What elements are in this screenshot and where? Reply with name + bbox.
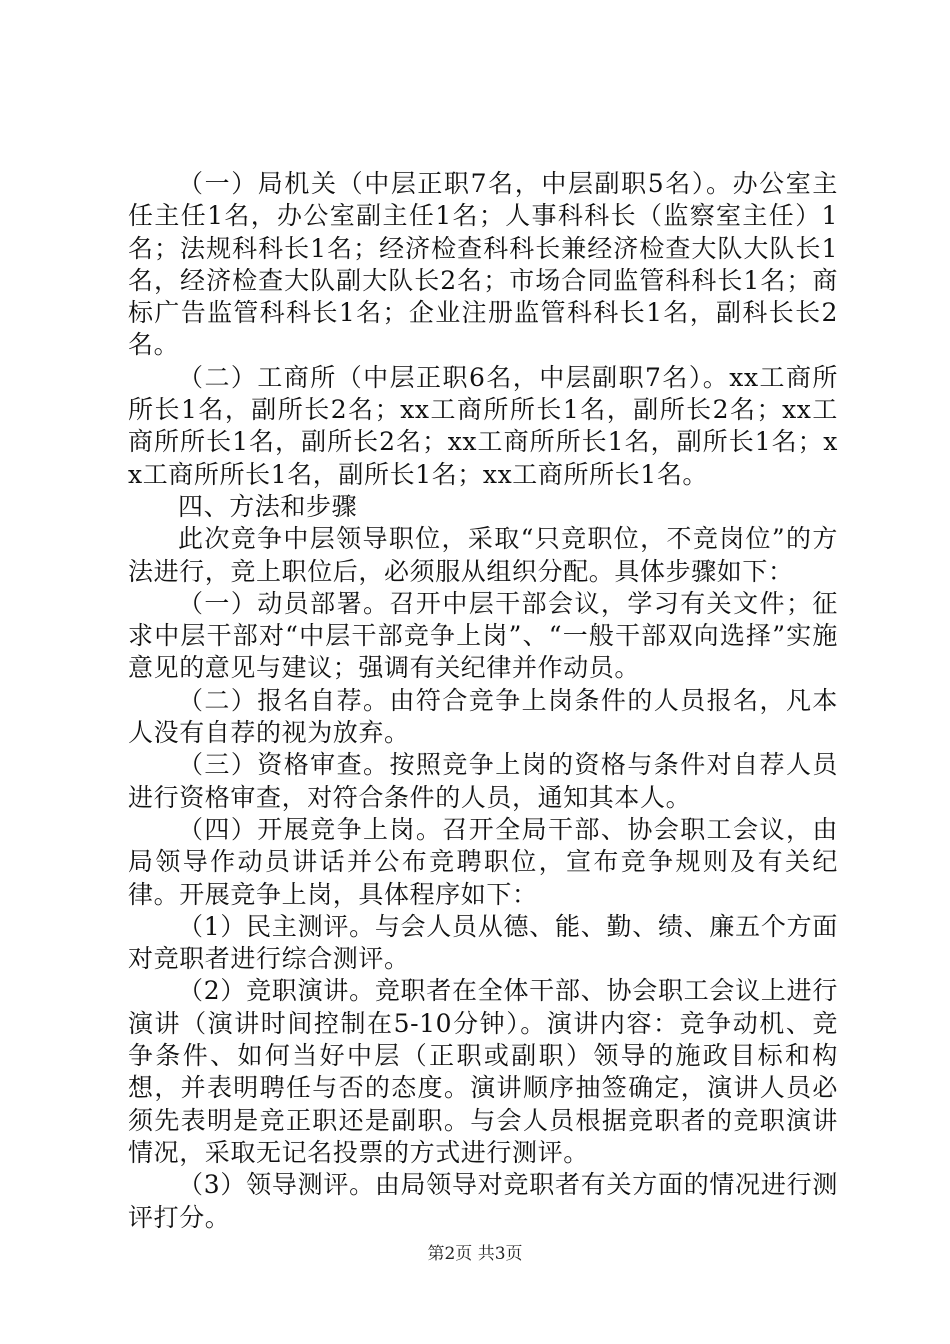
paragraph-step-registration: （二）报名自荐。由符合竞争上岗条件的人员报名，凡本人没有自荐的视为放弃。: [128, 685, 838, 748]
paragraph-step-mobilization: （一）动员部署。召开中层干部会议，学习有关文件；征求中层干部对“中层干部竞争上岗”、“一般干部双向选择”实施意见的意见与建议；强调有关纪律并作动员。: [128, 588, 838, 683]
paragraph-step-qualification: （三）资格审查。按照竞争上岗的资格与条件对自荐人员进行资格审查，对符合条件的人员，通知其本人。: [128, 750, 838, 812]
paragraph-business-station: （二）工商所（中层正职6名，中层副职7名）。xx工商所所长1名，副所长2名；xx工商所所长1名，副所长2名；xx工商所所长1名，副所长2名；xx工商所所长1名，副所长1名；xx工商所所长1名，副所长1名；xx工商所所长1名。: [128, 362, 838, 489]
section-heading-methods: 四、方法和步骤: [178, 491, 358, 521]
paragraph-procedure-speech: （2）竞职演讲。竞职者在全体干部、协会职工会议上进行演讲（演讲时间控制在5-10分钟）。演讲内容：竞争动机、竞争条件、如何当好中层（正职或副职）领导的施政目标和构想，并表明聘任与否的态度。演讲顺序抽签确定，演讲人员必须先表明是竞正职还是副职。与会人员根据竞职者的竞职演讲情况，采取无记名投票的方式进行测评。: [128, 976, 838, 1167]
paragraph-step-competition: （四）开展竞争上岗。召开全局干部、协会职工会议，由局领导作动员讲话并公布竞聘职位，宣布竞争规则及有关纪律。开展竞争上岗，具体程序如下：: [128, 814, 838, 909]
paragraph-bureau-office: （一）局机关（中层正职7名，中层副职5名）。办公室主任主任1名，办公室副主任1名；人事科科长（监察室主任）1名；法规科科长1名；经济检查科科长兼经济检查大队大队长1名，经济检查大队副大队长2名；市场合同监管科科长1名；商标广告监管科科长1名；企业注册监管科科长1名，副科长长2名。: [128, 169, 838, 360]
paragraph-methods-intro: 此次竞争中层领导职位，采取“只竞职位，不竞岗位”的方法进行，竞上职位后，必须服从组织分配。具体步骤如下：: [128, 524, 838, 586]
page-footer: 第2页 共3页: [427, 1244, 523, 1264]
paragraph-procedure-democratic-evaluation: （1）民主测评。与会人员从德、能、勤、绩、廉五个方面对竞职者进行综合测评。: [128, 911, 838, 974]
paragraph-procedure-leader-evaluation: （3）领导测评。由局领导对竞职者有关方面的情况进行测评打分。: [128, 1170, 838, 1232]
document-body: [128, 168, 838, 1232]
